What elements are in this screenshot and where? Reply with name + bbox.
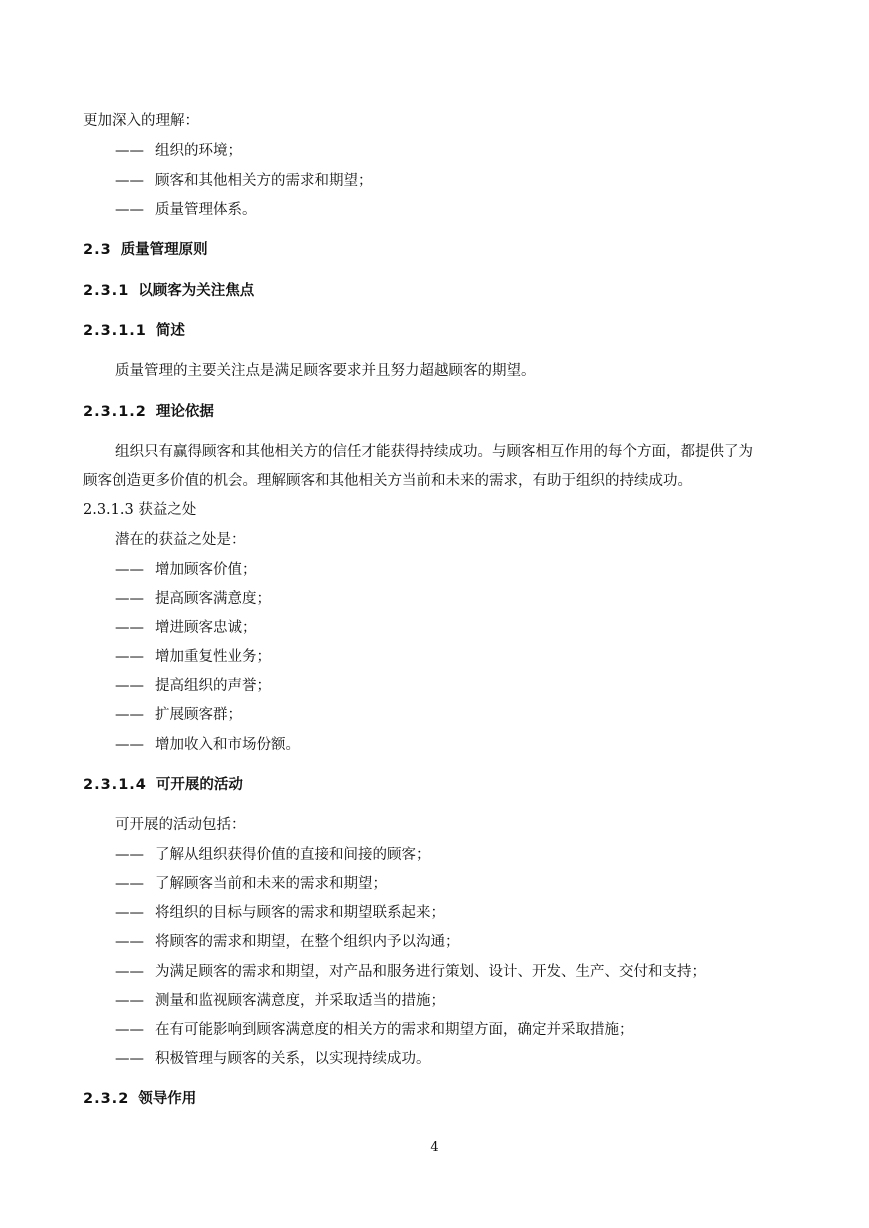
paragraph-line: 组织只有赢得顾客和其他相关方的信任才能获得持续成功。与顾客相互作用的每个方面，都提供了为	[115, 444, 753, 460]
dash: ——	[115, 1022, 144, 1038]
list-item: —— 提高顾客满意度；	[115, 591, 271, 607]
list-item: —— 增加重复性业务；	[115, 649, 271, 665]
dash: ——	[115, 1051, 144, 1067]
dash: ——	[115, 591, 144, 607]
dash: ——	[115, 678, 144, 694]
list-item: —— 为满足顾客的需求和期望，对产品和服务进行策划、设计、开发、生产、交付和支持；	[115, 964, 706, 980]
list-item: —— 积极管理与顾客的关系，以实现持续成功。	[115, 1051, 431, 1067]
dash: ——	[115, 737, 144, 753]
dash: ——	[115, 847, 144, 863]
dash: ——	[115, 964, 144, 980]
dash: ——	[115, 876, 144, 892]
section-heading-2-3: 2.3 质量管理原则	[83, 242, 208, 258]
dash: ——	[115, 173, 144, 189]
list-item: —— 增进顾客忠诚；	[115, 620, 257, 636]
list-item: —— 测量和监视顾客满意度，并采取适当的措施；	[115, 993, 445, 1009]
paragraph-line: 顾客创造更多价值的机会。理解顾客和其他相关方当前和未来的需求，有助于组织的持续成功。	[83, 473, 692, 489]
dash: ——	[115, 143, 144, 159]
paragraph: 质量管理的主要关注点是满足顾客要求并且努力超越顾客的期望。	[115, 363, 536, 379]
list-item: —— 质量管理体系。	[115, 202, 257, 218]
dash: ——	[115, 905, 144, 921]
section-heading-2-3-1-4: 2.3.1.4 可开展的活动	[83, 777, 243, 793]
dash: ——	[115, 934, 144, 950]
list-item: —— 提高组织的声誉；	[115, 678, 271, 694]
list-item: —— 增加顾客价值；	[115, 562, 257, 578]
benefits-intro: 潜在的获益之处是：	[115, 532, 246, 548]
list-item: —— 将组织的目标与顾客的需求和期望联系起来；	[115, 905, 445, 921]
list-item: —— 在有可能影响到顾客满意度的相关方的需求和期望方面，确定并采取措施；	[115, 1022, 634, 1038]
dash: ——	[115, 202, 144, 218]
list-item: —— 将顾客的需求和期望，在整个组织内予以沟通；	[115, 934, 460, 950]
section-heading-2-3-1-1: 2.3.1.1 简述	[83, 323, 185, 339]
dash: ——	[115, 649, 144, 665]
page-number: 4	[430, 1140, 439, 1155]
list-item: —— 扩展顾客群；	[115, 707, 242, 723]
section-heading-2-3-1: 2.3.1 以顾客为关注焦点	[83, 283, 255, 299]
dash: ——	[115, 993, 144, 1009]
section-heading-2-3-1-2: 2.3.1.2 理论依据	[83, 404, 214, 420]
dash: ——	[115, 620, 144, 636]
list-item: —— 组织的环境；	[115, 143, 242, 159]
intro-text: 更加深入的理解：	[83, 113, 199, 129]
list-item: —— 了解顾客当前和未来的需求和期望；	[115, 876, 387, 892]
dash: ——	[115, 707, 144, 723]
activities-intro: 可开展的活动包括：	[115, 817, 246, 833]
list-item: —— 增加收入和市场份额。	[115, 737, 300, 753]
list-item: —— 顾客和其他相关方的需求和期望；	[115, 173, 373, 189]
dash: ——	[115, 562, 144, 578]
section-heading-2-3-1-3: 2.3.1.3 获益之处	[83, 502, 197, 518]
section-heading-2-3-2: 2.3.2 领导作用	[83, 1091, 197, 1107]
list-item: —— 了解从组织获得价值的直接和间接的顾客；	[115, 847, 431, 863]
